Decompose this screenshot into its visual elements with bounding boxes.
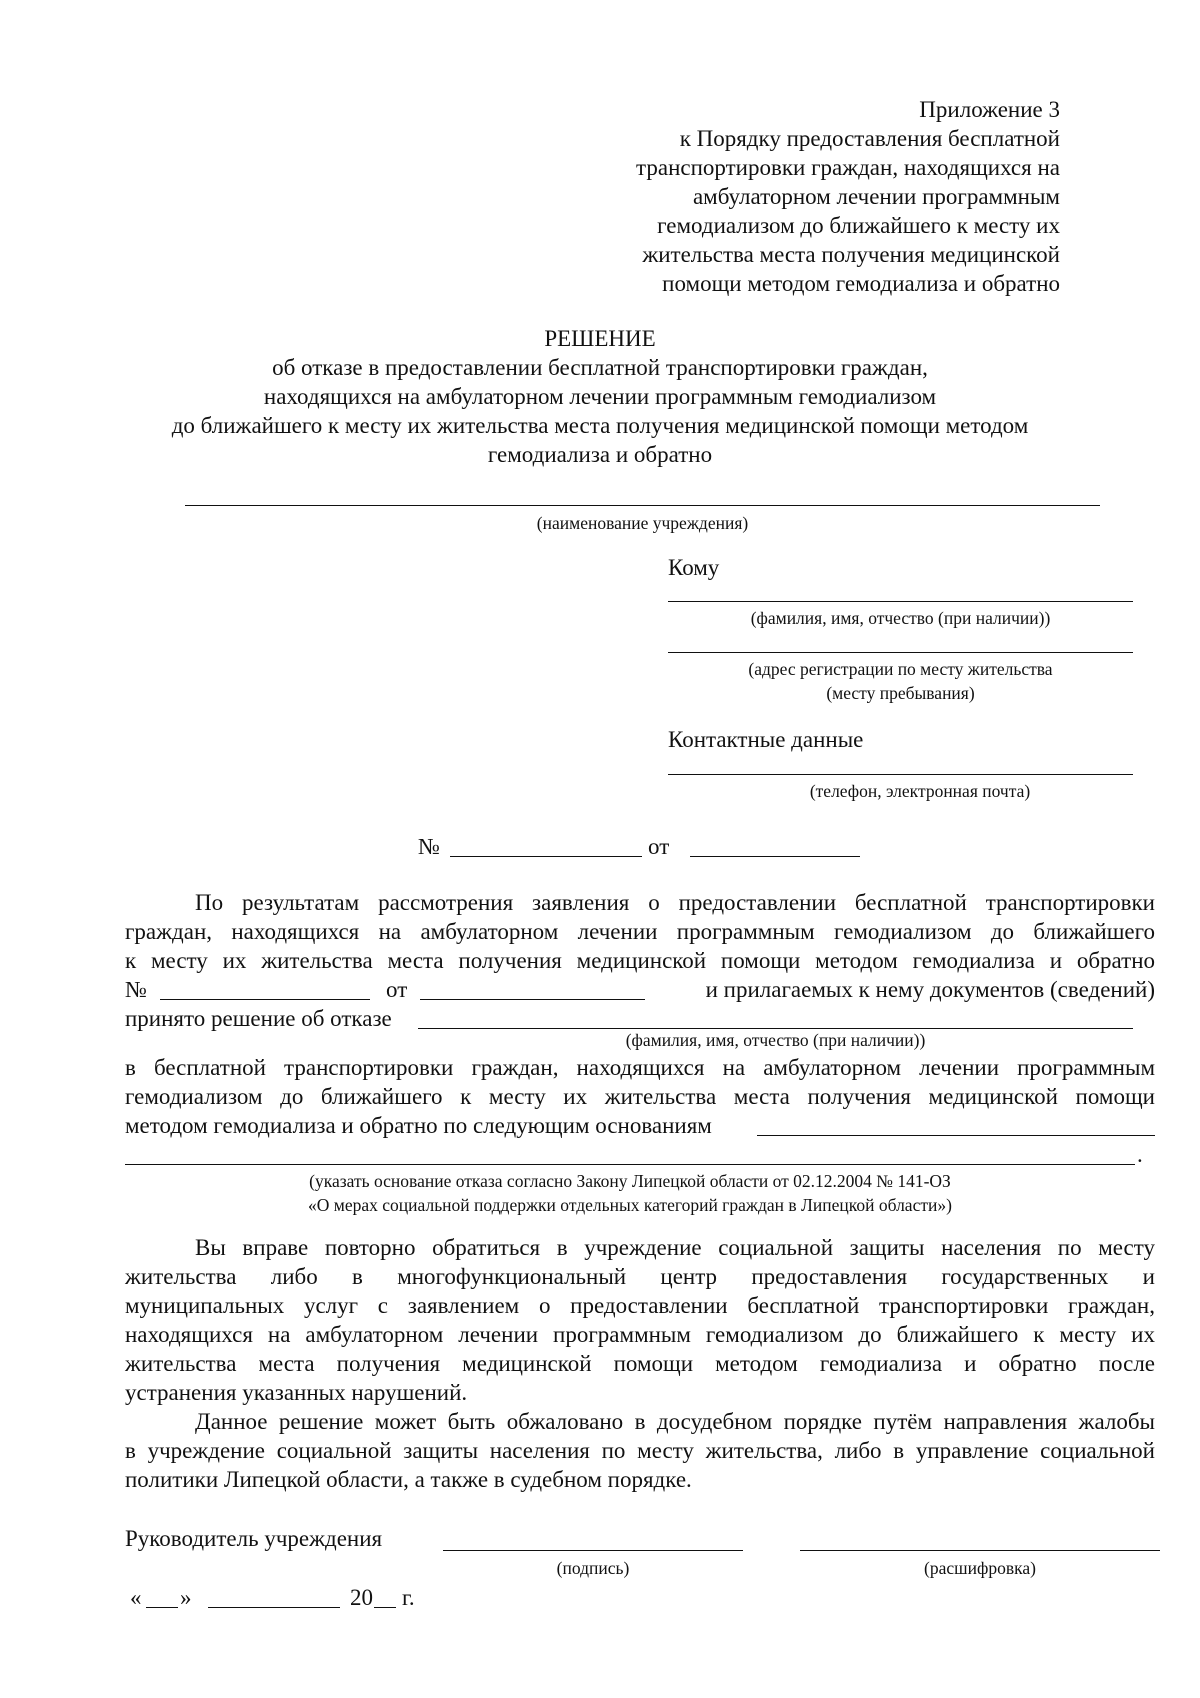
grounds-prefix: методом гемодиализа и обратно по следующим основаниям (125, 1113, 712, 1138)
paragraph-line: Данное решение может быть обжаловано в досудебном порядке путём направления жалобы (195, 1409, 1155, 1434)
paragraph-line: в бесплатной транспортировки граждан, находящихся на амбулаторном лечении программным (125, 1055, 1155, 1080)
applicant-fio-caption: (фамилия, имя, отчество (при наличии)) (625, 1030, 926, 1050)
paragraph-line: жительства либо в многофункциональный центр предоставления государственных и (125, 1264, 1155, 1289)
to-label: Кому (668, 555, 720, 580)
paragraph-line: По результатам рассмотрения заявления о предоставлении бесплатной транспортировки (195, 890, 1155, 915)
date-day-field[interactable] (146, 1607, 178, 1608)
application-date-label: от (386, 977, 408, 1002)
contacts-label: Контактные данные (668, 727, 864, 752)
name-decode-caption: (расшифровка) (924, 1558, 1036, 1578)
decision-prefix: принято решение об отказе (125, 1006, 392, 1031)
paragraph-line: находящихся на амбулаторном лечении программным гемодиализом до ближайшего к месту их (125, 1322, 1155, 1347)
appendix-line: Приложение 3 (919, 97, 1060, 122)
institution-name-field[interactable] (185, 505, 1100, 506)
appendix-line: транспортировки граждан, находящихся на (636, 155, 1060, 180)
document-heading: РЕШЕНИЕ (544, 326, 656, 351)
grounds-period: . (1137, 1142, 1143, 1167)
name-decode-field[interactable] (800, 1550, 1160, 1551)
date-year-field[interactable] (374, 1607, 396, 1608)
paragraph-line: граждан, находящихся на амбулаторном лечении программным гемодиализом до ближайшего (125, 919, 1155, 944)
contacts-caption: (телефон, электронная почта) (809, 781, 1031, 801)
application-number-label: № (125, 977, 147, 1002)
title-line: гемодиализа и обратно (487, 442, 713, 467)
appendix-line: помощи методом гемодиализа и обратно (662, 271, 1060, 296)
appendix-line: жительства места получения медицинской (642, 242, 1060, 267)
date-close-quote: » (180, 1585, 192, 1610)
decision-date-field[interactable] (690, 856, 860, 857)
application-date-field[interactable] (420, 999, 645, 1000)
decision-number-label: № (418, 834, 440, 859)
paragraph-line: в учреждение социальной защиты населения по месту жительства, либо в управление социальной (125, 1438, 1155, 1463)
head-label: Руководитель учреждения (125, 1526, 383, 1551)
recipient-fio-field[interactable] (668, 601, 1133, 602)
title-line: находящихся на амбулаторном лечении программным гемодиализом (263, 384, 937, 409)
recipient-address-caption: (адрес регистрации по месту жительства (748, 659, 1053, 679)
recipient-fio-caption: (фамилия, имя, отчество (при наличии)) (750, 608, 1051, 628)
title-line: до ближайшего к месту их жительства места получения медицинской помощи методом (171, 413, 1029, 438)
paragraph-line: муниципальных услуг с заявлением о предоставлении бесплатной транспортировки граждан, (125, 1293, 1155, 1318)
paragraph-line: к месту их жительства места получения медицинской помощи методом гемодиализа и обратно (125, 948, 1155, 973)
decision-number-field[interactable] (450, 856, 642, 857)
date-year-suffix: г. (402, 1585, 415, 1610)
date-month-field[interactable] (208, 1607, 340, 1608)
grounds-field[interactable] (757, 1135, 1155, 1136)
grounds-caption: (указать основание отказа согласно Закону Липецкой области от 02.12.2004 № 141-ОЗ (309, 1171, 951, 1191)
title-line: об отказе в предоставлении бесплатной транспортировки граждан, (272, 355, 928, 380)
signature-field[interactable] (443, 1550, 743, 1551)
date-year-prefix: 20 (350, 1585, 373, 1610)
date-open-quote: « (130, 1585, 142, 1610)
appendix-line: гемодиализом до ближайшего к месту их (657, 213, 1060, 238)
appendix-line: амбулаторном лечении программным (692, 184, 1060, 209)
paragraph-line: политики Липецкой области, а также в судебном порядке. (125, 1467, 692, 1492)
grounds-field-continued[interactable] (125, 1164, 1135, 1165)
recipient-address-field[interactable] (668, 652, 1133, 653)
recipient-address-caption: (месту пребывания) (826, 683, 975, 703)
paragraph-line: устранения указанных нарушений. (125, 1380, 468, 1405)
grounds-caption: «О мерах социальной поддержки отдельных категорий граждан в Липецкой области») (308, 1195, 952, 1215)
decision-date-label: от (648, 834, 670, 859)
appendix-line: к Порядку предоставления бесплатной (679, 126, 1060, 151)
paragraph-line: гемодиализом до ближайшего к месту их жительства места получения медицинской помощи (125, 1084, 1155, 1109)
application-number-field[interactable] (160, 999, 370, 1000)
institution-caption: (наименование учреждения) (536, 513, 749, 533)
contacts-field[interactable] (668, 774, 1133, 775)
paragraph-line: Вы вправе повторно обратиться в учреждение социальной защиты населения по месту (195, 1235, 1155, 1260)
attached-docs-text: и прилагаемых к нему документов (сведений) (705, 977, 1155, 1002)
signature-caption: (подпись) (556, 1558, 630, 1578)
paragraph-line: жительства места получения медицинской помощи методом гемодиализа и обратно после (125, 1351, 1155, 1376)
